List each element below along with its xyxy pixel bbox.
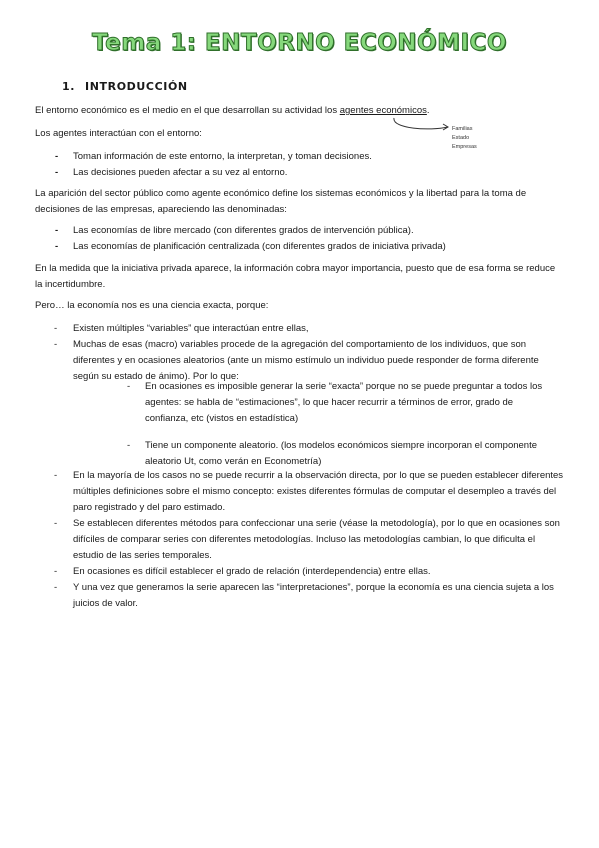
list-razones	[35, 321, 565, 385]
agentes-economicos-term: agentes económicos	[339, 105, 427, 116]
section-number: 1.	[62, 80, 76, 93]
sublist-por-lo-que	[127, 379, 557, 470]
list-item: - Muchas de esas (macro) variables procede de la agregación del comportamiento de los individuos, que son diferentes y en ocasiones aleatorios (ante un mismo estímulo un individuo puede responder de forma diferente según su estado de ánimo). Por lo que:	[54, 339, 539, 382]
list-item: - Toman información de este entorno, la interpretan, y toman decisiones.	[55, 151, 372, 162]
section-label: INTRODUCCIÓN	[85, 80, 188, 93]
list-item: - Y una vez que generamos la serie aparecen las “interpretaciones”, porque la economía es una ciencia sujeta a los juicios de valor.	[54, 582, 554, 609]
paragraph-pero: Pero… la economía nos es una ciencia exacta, porque:	[35, 300, 269, 311]
paragraph-sector-publico: La aparición del sector público como agente económico define los sistemas económicos y la libertad para la toma de decisiones de las empresas, apareciendo las denominadas:	[35, 188, 527, 215]
section-heading	[62, 80, 188, 93]
paragraph-agents: Los agentes interactúan con el entorno:	[35, 128, 202, 139]
page-title: Tema 1: ENTORNO ECONÓMICO	[92, 30, 507, 56]
list-economias	[35, 223, 565, 255]
list-item: - Las economías de libre mercado (con diferentes grados de intervención pública).	[55, 225, 414, 236]
list-item: - Existen múltiples “variables” que interactúan entre ellas,	[54, 323, 309, 334]
intro-text: El entorno económico es el medio en el que desarrollan su actividad los	[35, 105, 340, 116]
list-item: - Las economías de planificación centralizada (con diferentes grados de iniciativa privada)	[55, 241, 446, 252]
list-item: - En ocasiones es imposible generar la serie “exacta” porque no se puede preguntar a todos los agentes: se habla de “estimaciones”, lo que hacer recurrir a términos de error, grado de confianza, etc (vistos en estadística)	[127, 381, 543, 424]
agents-note: Familias Estado Empresas	[452, 126, 477, 150]
paragraph-informacion: En la medida que la iniciativa privada aparece, la información cobra mayor importancia, puesto que de esa forma se reduce la incertidumbre.	[35, 263, 556, 290]
intro-paragraph: El entorno económico es el medio en el que desarrollan su actividad los agentes económicos.	[35, 105, 430, 116]
list-interaction	[35, 149, 565, 181]
list-item: - Se establecen diferentes métodos para confeccionar una serie (véase la metodología), por lo que en ocasiones son difíciles de comparar series con diferentes metodologías. Incluso las metodologías cambian, lo que dificulta el estudio de las series temporales.	[54, 518, 560, 561]
list-razones-cont	[35, 468, 565, 612]
list-item: - En ocasiones es difícil establecer el grado de relación (interdependencia) entre ellas.	[54, 566, 431, 577]
list-item: - En la mayoría de los casos no se puede recurrir a la observación directa, por lo que se pueden establecer diferentes múltiples definiciones sobre el mismo concepto: existes diferentes fórmulas de computar el desempleo a través del paro registrado y del paro estimado.	[54, 470, 564, 513]
list-item: - Las decisiones pueden afectar a su vez al entorno.	[55, 167, 288, 178]
list-item: - Tiene un componente aleatorio. (los modelos económicos siempre incorporan el componente aleatorio Ut, como verán en Econometría)	[127, 440, 538, 467]
